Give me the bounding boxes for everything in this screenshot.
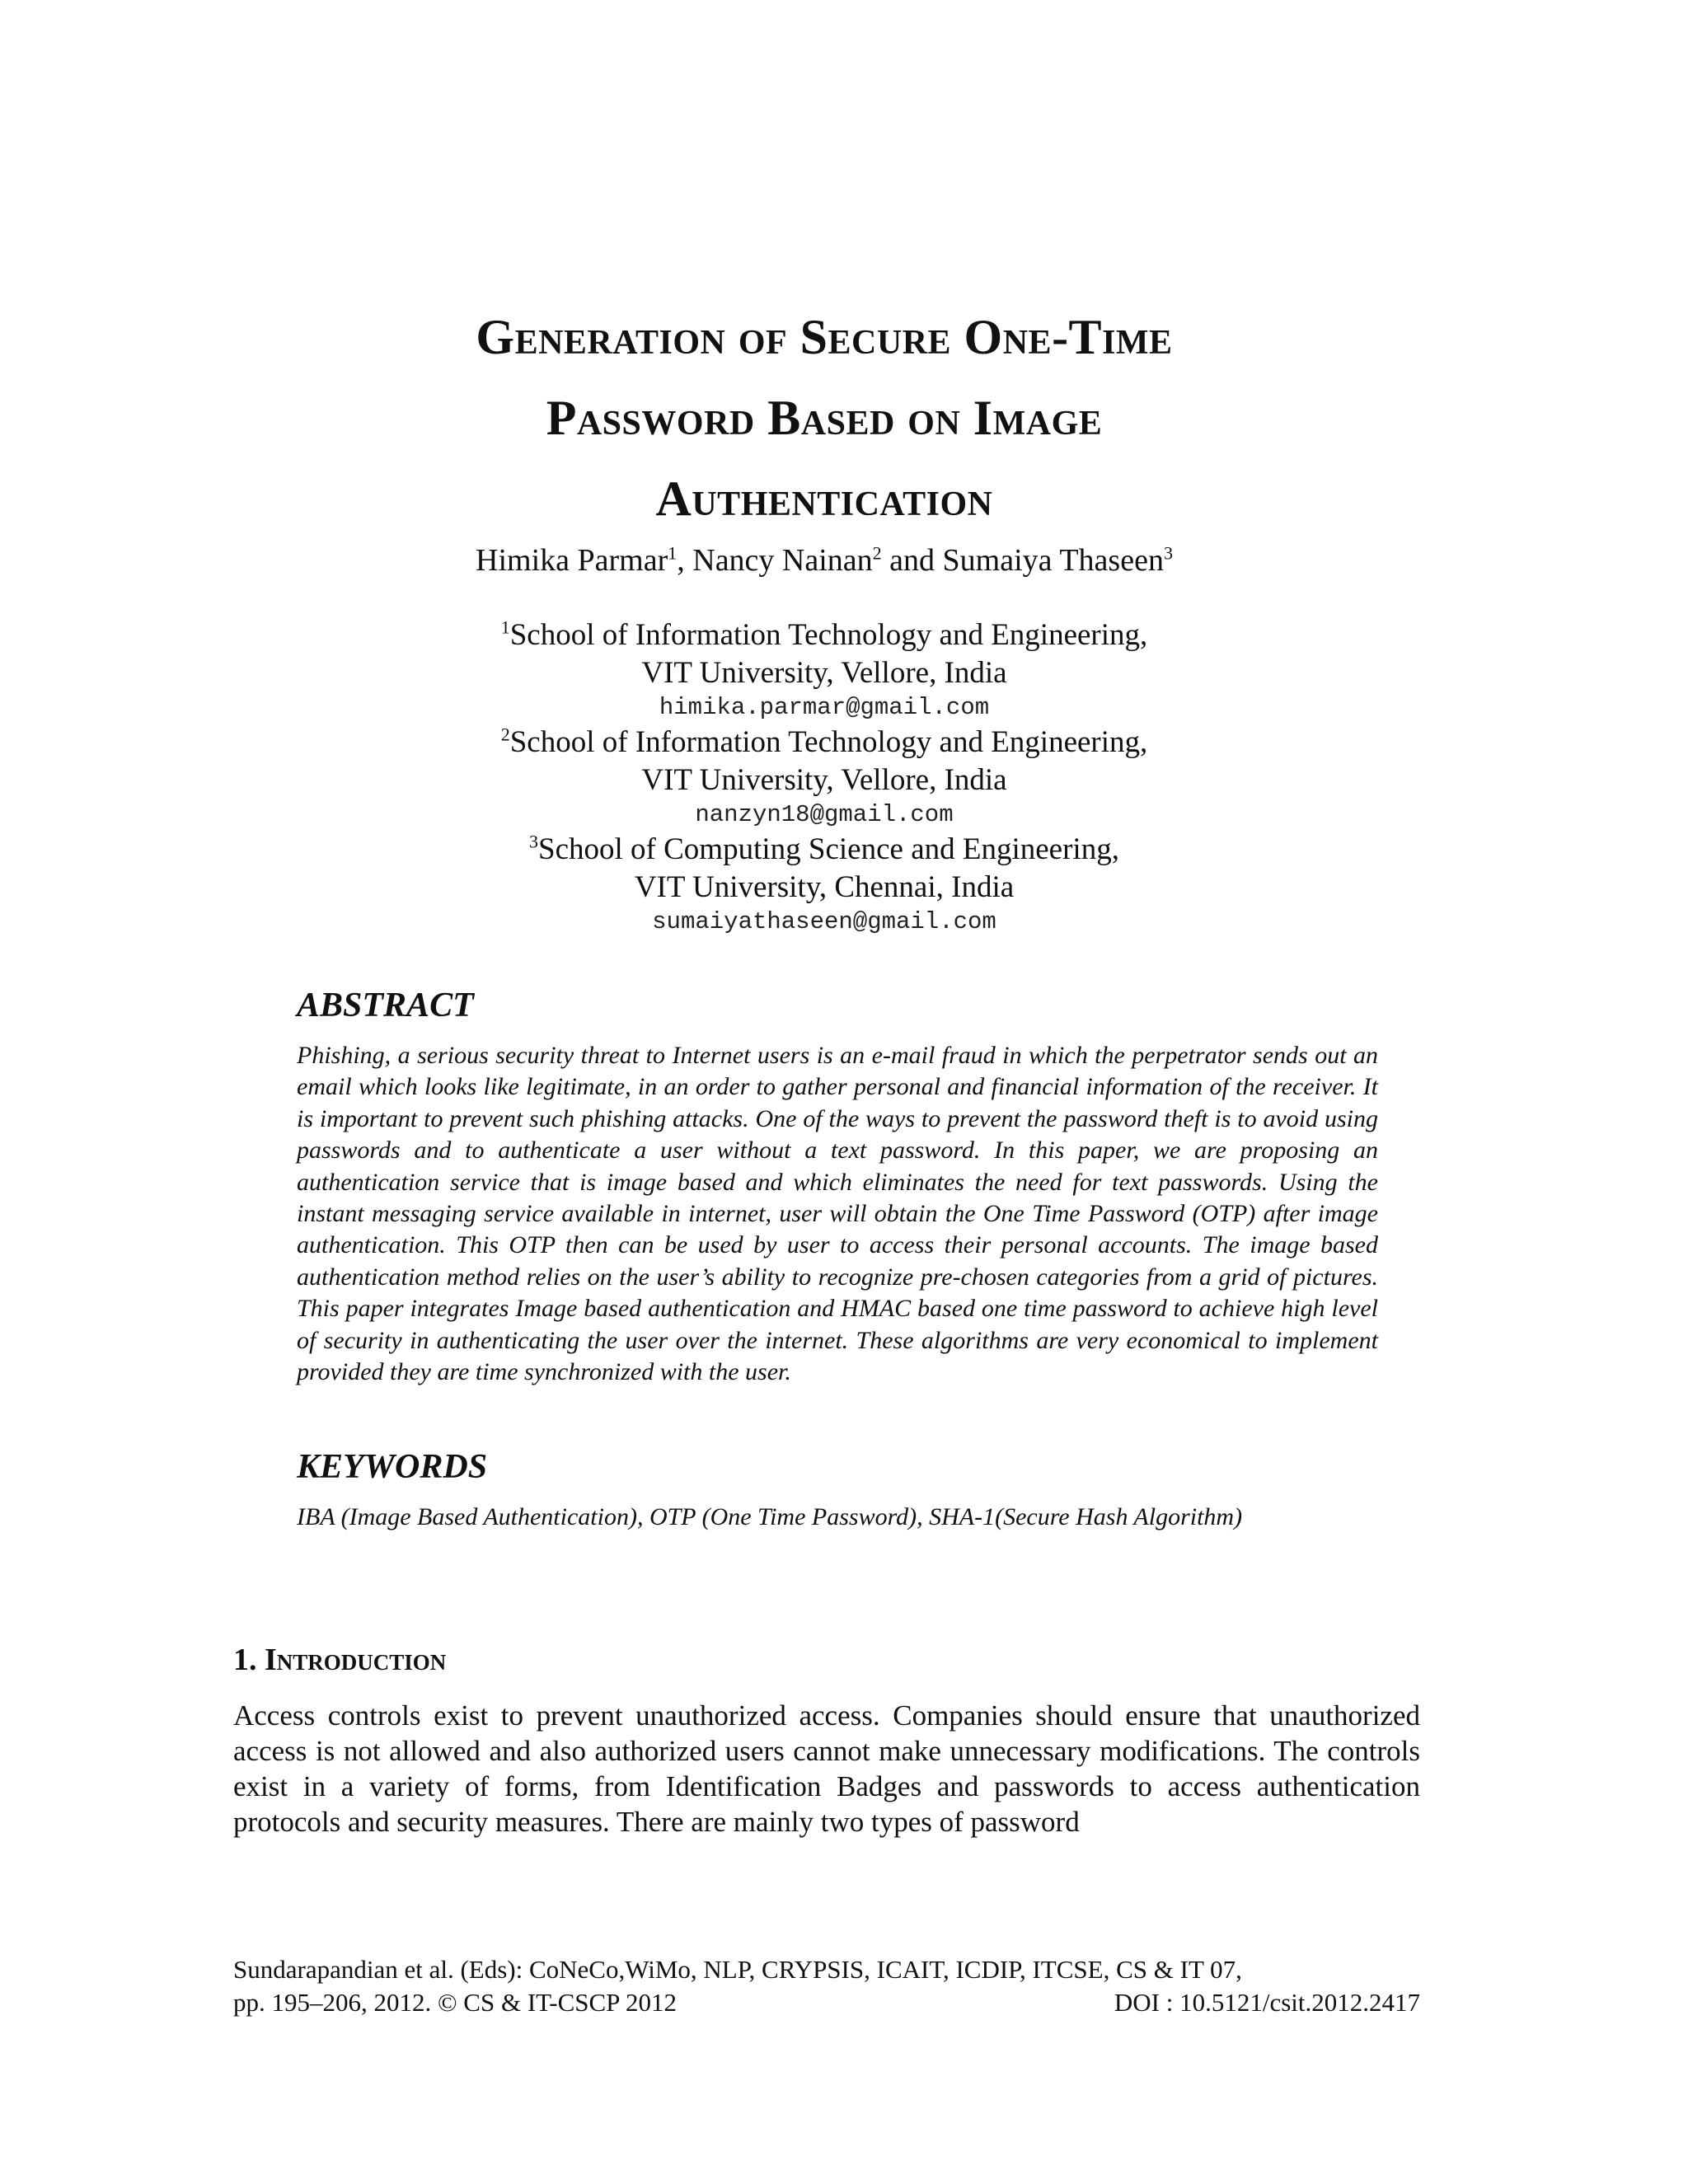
footer-citation: Sundarapandian et al. (Eds): CoNeCo,WiMo, NLP, CRYPSIS, ICAIT, ICDIP, ITCSE, CS & IT 07, (233, 1955, 1242, 1984)
page-footer (233, 1953, 1420, 2019)
affiliation-email: sumaiyathaseen@gmail.com (652, 908, 996, 935)
affiliation-marker: 1 (500, 616, 510, 638)
author-separator: and (881, 543, 943, 578)
affiliation-department-text: School of Computing Science and Engineering, (538, 832, 1119, 866)
keywords-heading: KEYWORDS (297, 1448, 488, 1486)
affiliation-department (247, 831, 1401, 869)
title-line-1: Generation of Secure One-Time (476, 310, 1173, 364)
author-name: Sumaiya Thaseen (942, 543, 1164, 578)
affiliation-place: VIT University, Chennai, India (634, 870, 1015, 904)
section-number: 1. (233, 1643, 265, 1677)
abstract-text: Phishing, a serious security threat to Internet users is an e-mail fraud in which the perpetrator sends out an email which looks like legitimate, in an order to gather personal and financial information of the receiver. It is important to prevent such phishing attacks. One of the ways to prevent the password theft is to avoid using passwords and to authenticate a user without a text password. In this paper, we are proposing an authentication service that is image based and which eliminates the need for text passwords. Using the instant messaging service available in internet, user will obtain the One Time Password (OTP) after image authentication. This OTP then can be used by user to access their personal accounts. The image based authentication method relies on the user’s ability to recognize pre-chosen categories from a grid of pictures. This paper integrates Image based authentication and HMAC based one time password to achieve high level of security in authenticating the user over the internet. These algorithms are very economical to implement provided they are time synchronized with the user. (297, 1042, 1378, 1386)
title-line-2: Password Based on Image (546, 391, 1103, 445)
affiliation-email: himika.parmar@gmail.com (659, 694, 990, 721)
affiliation-marker: 3 (529, 831, 539, 852)
abstract-heading: ABSTRACT (297, 987, 474, 1024)
author-affiliation-marker: 3 (1163, 542, 1173, 564)
footer-pages-copyright: pp. 195–206, 2012. © CS & IT-CSCP 2012 (233, 1988, 678, 2017)
affiliation-email: nanzyn18@gmail.com (695, 801, 954, 828)
introduction-heading (233, 1640, 446, 1680)
affiliation-department (247, 616, 1401, 654)
affiliation-place: VIT University, Vellore, India (641, 763, 1007, 797)
affiliation-department-text: School of Information Technology and Engineering, (509, 618, 1148, 652)
affiliation-list (247, 616, 1401, 938)
affiliation-department-text: School of Information Technology and Engineering, (509, 725, 1148, 759)
author-affiliation-marker: 2 (872, 542, 882, 564)
author-separator: , (677, 543, 693, 578)
paper-title (247, 297, 1401, 539)
section-title: Introduction (265, 1643, 447, 1677)
footer-line (233, 1986, 1420, 2019)
introduction-text: Access controls exist to prevent unauthorized access. Companies should ensure that unauthorized access is not allowed and also authorized users cannot make unnecessary modifications. The controls exist in a variety of forms, from Identification Badges and passwords to access authentication protocols and security measures. There are mainly two types of password (233, 1699, 1420, 1838)
author-name: Nancy Nainan (692, 543, 873, 578)
affiliation-place: VIT University, Vellore, India (641, 656, 1007, 690)
title-line-3: Authentication (655, 471, 993, 526)
author-list (247, 540, 1401, 581)
author-name: Himika Parmar (476, 543, 668, 578)
affiliation-marker: 2 (500, 724, 510, 745)
footer-doi: DOI : 10.5121/csit.2012.2417 (1114, 1988, 1420, 2017)
affiliation-department (247, 724, 1401, 762)
author-affiliation-marker: 1 (668, 542, 678, 564)
keywords-text: IBA (Image Based Authentication), OTP (One Time Password), SHA-1(Secure Hash Algorithm) (297, 1503, 1243, 1530)
